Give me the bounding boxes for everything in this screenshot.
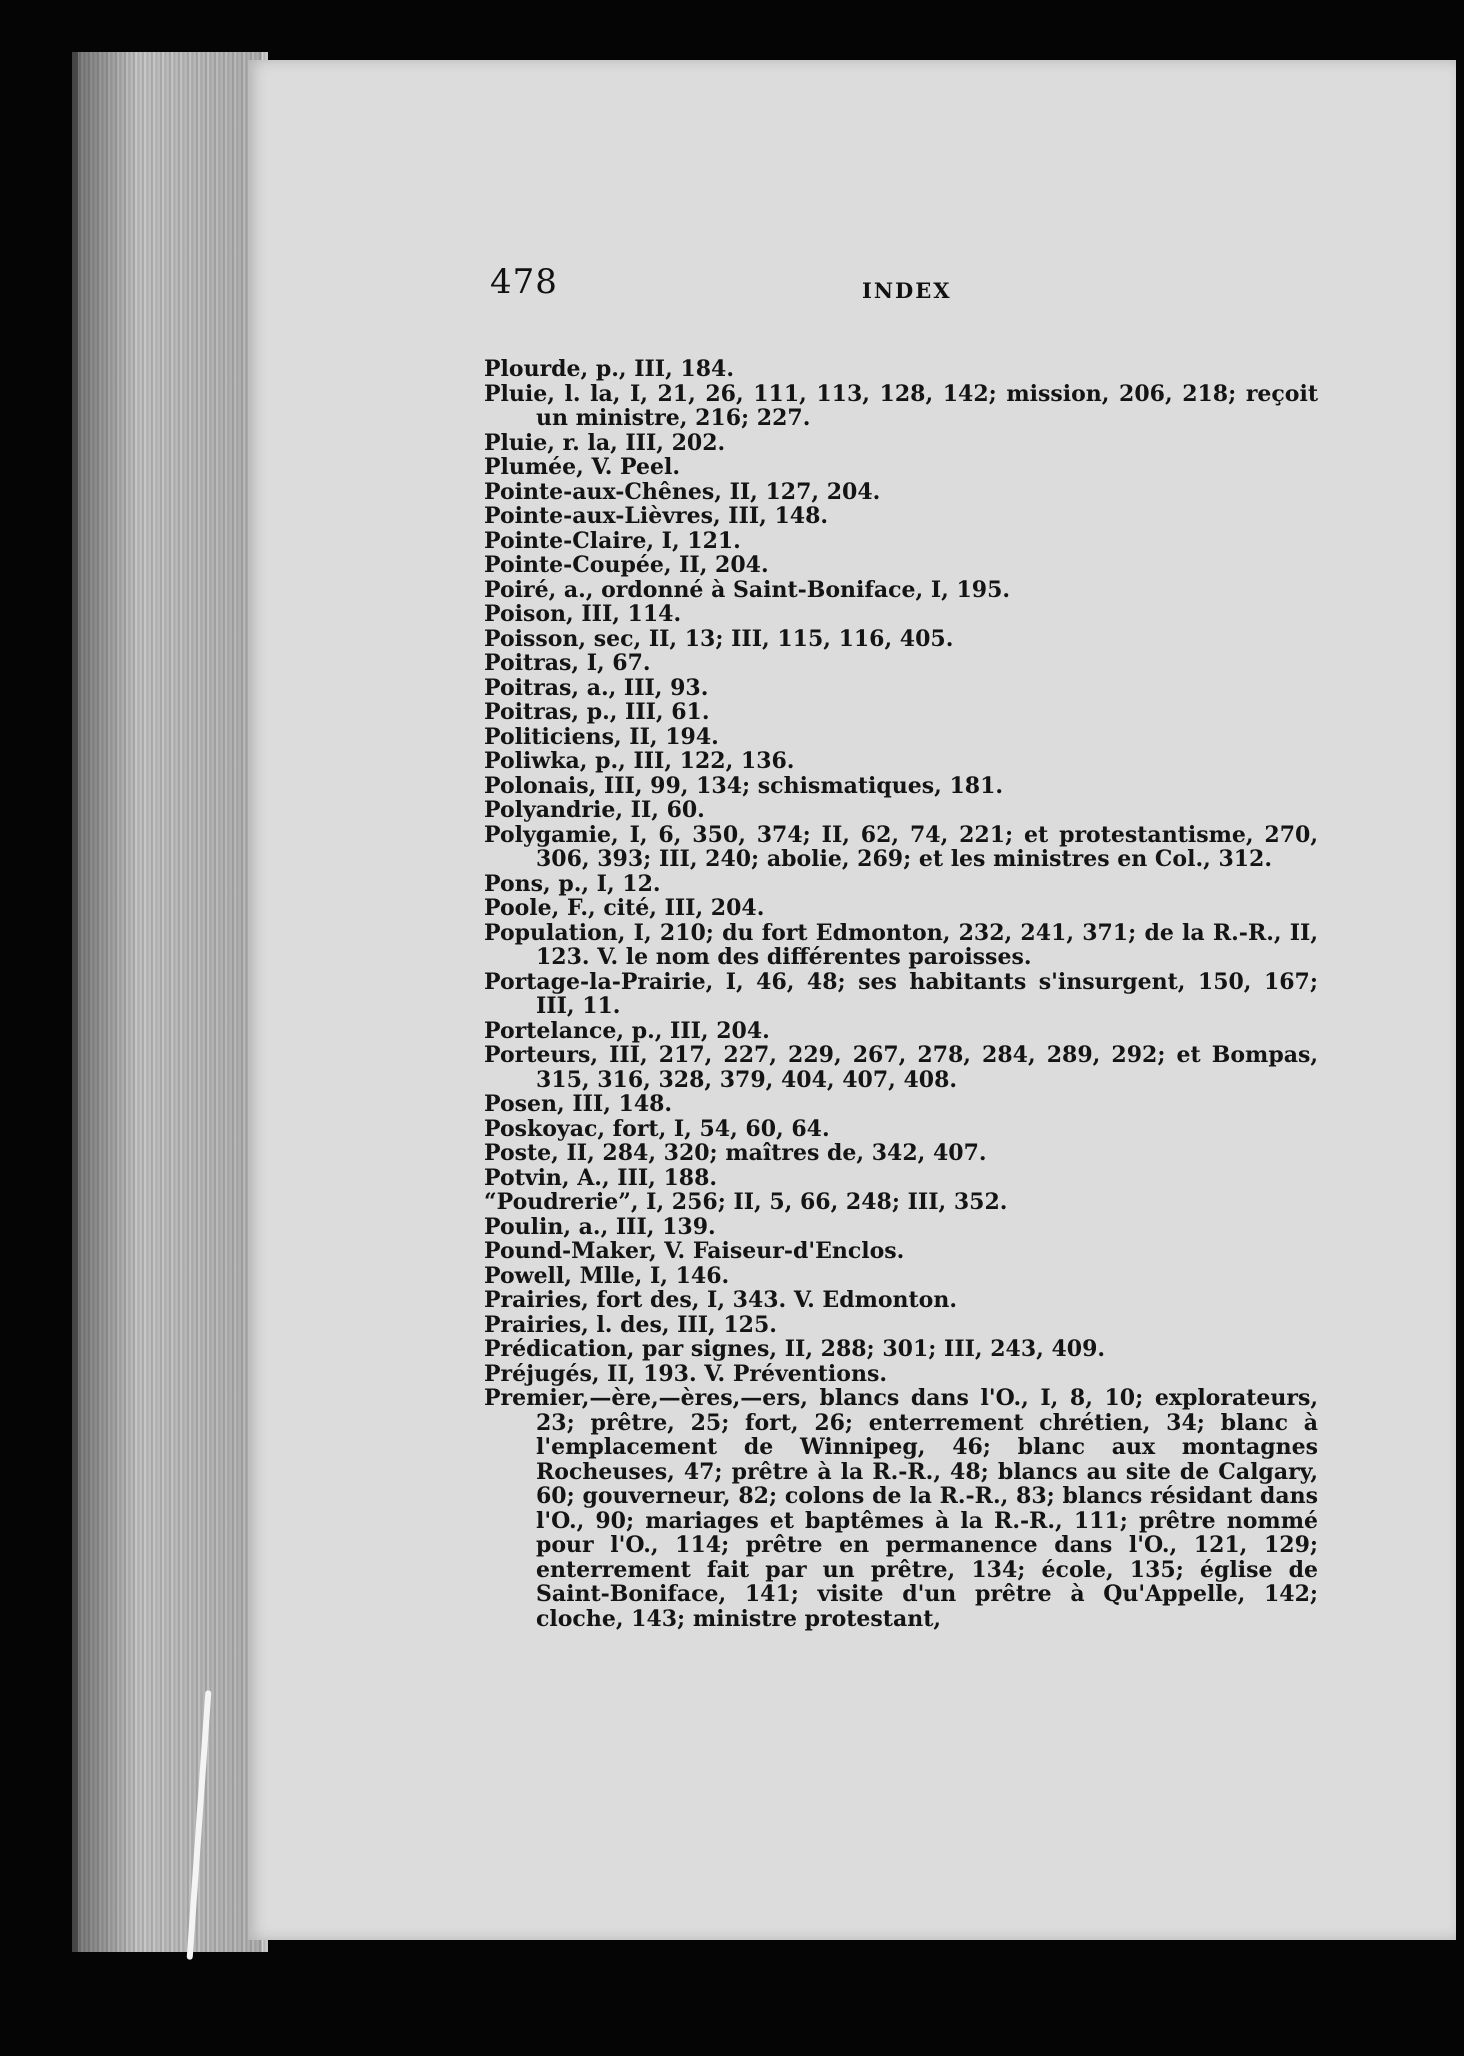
- page-header: [490, 262, 1320, 312]
- index-entry: Posen, III, 148.: [484, 1091, 673, 1117]
- index-entry: Poole, F., cité, III, 204.: [484, 895, 765, 921]
- page-edges-shadow: [72, 52, 262, 1952]
- index-entries: [484, 357, 1318, 1631]
- index-entry: Poste, II, 284, 320; maîtres de, 342, 407.: [484, 1140, 987, 1166]
- index-entry: Prédication, par signes, II, 288; 301; III, 243, 409.: [484, 1336, 1106, 1362]
- index-entry: Poisson, sec, II, 13; III, 115, 116, 405.: [484, 625, 954, 652]
- index-entry: Pons, p., I, 12.: [484, 870, 661, 897]
- running-head: INDEX: [862, 278, 952, 303]
- page-number: 478: [490, 262, 558, 302]
- index-entry: Powell, Mlle, I, 146.: [484, 1262, 730, 1289]
- index-entry: Pluie, r. la, III, 202.: [484, 429, 726, 456]
- index-entry: Polygamie, I, 6, 350, 374; II, 62, 74, 221; et protestantisme, 270, 306, 393; III, 240; abolie, 269; et les ministres en Col., 312.: [484, 821, 1318, 872]
- index-entry: Prairies, l. des, III, 125.: [484, 1311, 777, 1338]
- index-entry: Potvin, A., III, 188.: [484, 1164, 718, 1191]
- index-entry: Prairies, fort des, I, 343. V. Edmonton.: [484, 1287, 958, 1313]
- index-entry: Population, I, 210; du fort Edmonton, 232, 241, 371; de la R.-R., II, 123. V. le nom des différentes paroisses.: [484, 919, 1318, 970]
- index-entry: Poison, III, 114.: [484, 601, 682, 627]
- index-entry: Poliwka, p., III, 122, 136.: [484, 748, 795, 774]
- index-entry: Pointe-aux-Chênes, II, 127, 204.: [484, 478, 881, 505]
- index-entry: Plourde, p., III, 184.: [484, 356, 734, 382]
- index-entry: Polonais, III, 99, 134; schismatiques, 181.: [484, 772, 1004, 799]
- index-entry: Pointe-aux-Lièvres, III, 148.: [484, 503, 829, 529]
- index-entry: Pluie, l. la, I, 21, 26, 111, 113, 128, 142; mission, 206, 218; reçoit un ministre, 216; 227.: [484, 380, 1318, 431]
- index-entry: Poskoyac, fort, I, 54, 60, 64.: [484, 1115, 830, 1142]
- index-entry: Pound-Maker, V. Faiseur-d'Enclos.: [484, 1238, 905, 1264]
- index-entry: “Poudrerie”, I, 256; II, 5, 66, 248; III, 352.: [484, 1189, 1008, 1215]
- index-entry: Porteurs, III, 217, 227, 229, 267, 278, 284, 289, 292; et Bompas, 315, 316, 328, 379, 404, 407, 408.: [484, 1042, 1318, 1093]
- index-entry: Polyandrie, II, 60.: [484, 797, 705, 823]
- index-entry: Poitras, a., III, 93.: [484, 674, 709, 701]
- index-entry: Pointe-Claire, I, 121.: [484, 527, 741, 554]
- index-entry: Politiciens, II, 194.: [484, 723, 719, 750]
- index-entry: Portelance, p., III, 204.: [484, 1017, 770, 1044]
- index-entry: Premier,—ère,—ères,—ers, blancs dans l'O., I, 8, 10; explorateurs, 23; prêtre, 25; fort, 26; enterrement chrétien, 34; blanc à l'emplacement de Winnipeg, 46; blanc aux montagnes Rocheuses, 47; prêtre à la R.-R., 48; blancs au site de Calgary, 60; gouverneur, 82; colons de la R.-R., 83; blancs résidant dans l'O., 90; mariages et baptêmes à la R.-R., 111; prêtre nommé pour l'O., 114; prêtre en permanence dans l'O., 121, 129; enterrement fait par un prêtre, 134; école, 135; église de Saint-Boniface, 141; visite d'un prêtre à Qu'Appelle, 142; cloche, 143; ministre protestant,: [484, 1385, 1318, 1632]
- index-entry: Préjugés, II, 193. V. Préventions.: [484, 1360, 887, 1387]
- index-entry: Poitras, p., III, 61.: [484, 699, 710, 725]
- index-entry: Poulin, a., III, 139.: [484, 1213, 716, 1240]
- index-entry: Plumée, V. Peel.: [484, 454, 680, 480]
- index-entry: Portage-la-Prairie, I, 46, 48; ses habitants s'insurgent, 150, 167; III, 11.: [484, 968, 1318, 1019]
- index-entry: Poitras, I, 67.: [484, 650, 651, 676]
- index-entry: Pointe-Coupée, II, 204.: [484, 552, 769, 578]
- index-entry: Poiré, a., ordonné à Saint-Boniface, I, 195.: [484, 576, 1011, 603]
